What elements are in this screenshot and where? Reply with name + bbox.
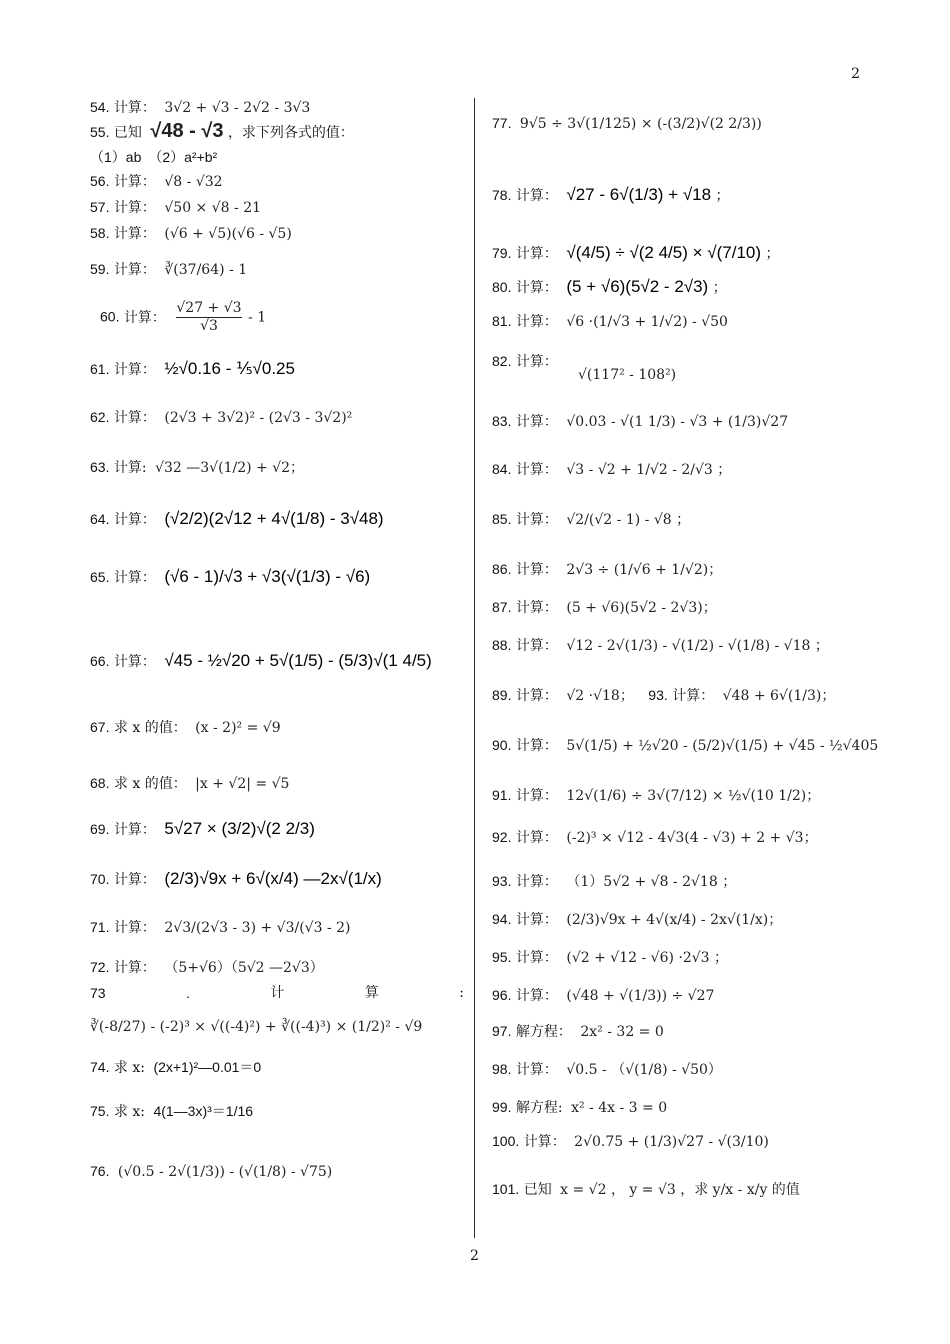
problem-82: 82. 计算：	[492, 353, 558, 370]
problem-55-subparts: （1）ab （2）a²+b²	[90, 149, 218, 165]
problem-100: 100. 计算： 2√0.75 + (1/3)√27 - √(3/10)	[492, 1133, 769, 1150]
problem-89: 89. 计算： √2 ·√18； 93. 计算： √48 + 6√(1/3)；	[492, 687, 836, 704]
problem-66: 66. 计算： √45 - ½√20 + 5√(1/5) - (5/3)√(1 4/5)	[90, 651, 432, 670]
problem-87: 87. 计算： (5 + √6)(5√2 - 2√3)；	[492, 599, 717, 616]
problem-67: 67. 求 x 的值： (x - 2)² = √9	[90, 719, 281, 736]
problem-55: 55. 已知 √48 - √3 ，求下列各式的值：	[90, 120, 354, 142]
problem-69: 69. 计算： 5√27 × (3/2)√(2 2/3)	[90, 819, 315, 838]
problem-97: 97. 解方程： 2x² - 32 = 0	[492, 1023, 664, 1040]
problem-92: 92. 计算： (-2)³ × √12 - 4√3(4 - √3) + 2 + √3；	[492, 829, 818, 846]
problem-57: 57. 计算： √50 × √8 - 21	[90, 199, 262, 216]
problem-93: 93. 计算： （1）5√2 + √8 - 2√18 ；	[492, 873, 737, 890]
problem-99: 99. 解方程: x² - 4x - 3 = 0	[492, 1099, 668, 1116]
problem-90: 90. 计算： 5√(1/5) + ½√20 - (5/2)√(1/5) + √45 - ½√405	[492, 737, 879, 754]
problem-86: 86. 计算： 2√3 ÷ (1/√6 + 1/√2)；	[492, 561, 723, 578]
problem-83: 83. 计算： √0.03 - √(1 1/3) - √3 + (1/3)√27	[492, 413, 789, 430]
problem-63: 63. 计算: √32 —3√(1/2) + √2；	[90, 459, 305, 476]
problem-68: 68. 求 x 的值： |x + √2| = √5	[90, 775, 290, 792]
problem-70: 70. 计算： (2/3)√9x + 6√(x/4) —2x√(1/x)	[90, 869, 382, 888]
problem-78: 78. 计算： √27 - 6√(1/3) + √18 ；	[492, 185, 730, 204]
problem-96: 96. 计算： (√48 + √(1/3)) ÷ √27	[492, 987, 715, 1004]
problem-71: 71. 计算： 2√3/(2√3 - 3) + √3/(√3 - 2)	[90, 919, 351, 936]
problem-81: 81. 计算： √6 ·(1/√3 + 1/√2) - √50	[492, 313, 728, 330]
problem-60: 60. 计算： $\frac{√27 + √3}{√3}$ - 1	[100, 300, 267, 334]
problem-94: 94. 计算： (2/3)√9x + 4√(x/4) - 2x√(1/x)；	[492, 911, 783, 928]
problem-62: 62. 计算： (2√3 + 3√2)² - (2√3 - 3√2)²	[90, 409, 353, 426]
problem-73-heading: 73 . 计 算 :	[90, 985, 464, 1001]
page-number-bottom: 2	[470, 1248, 479, 1264]
problem-74: 74. 求 x: (2x+1)²—0.01＝0	[90, 1059, 262, 1076]
problem-64: 64. 计算： (√2/2)(2√12 + 4√(1/8) - 3√48)	[90, 509, 384, 528]
problem-59: 59. 计算： ∛(37/64) - 1	[90, 261, 248, 278]
problem-85: 85. 计算： √2/(√2 - 1) - √8 ；	[492, 511, 691, 528]
problem-75: 75. 求 x: 4(1—3x)³＝1/16	[90, 1103, 254, 1120]
problem-101: 101. 已知 x = √2 ， y = √3 ，求 y/x - x/y 的值	[492, 1181, 800, 1198]
problem-95: 95. 计算： (√2 + √12 - √6) ·2√3 ；	[492, 949, 729, 966]
problem-88: 88. 计算： √12 - 2√(1/3) - √(1/2) - √(1/8) - √18 ；	[492, 637, 829, 654]
problem-76: 76. (√0.5 - 2√(1/3)) - (√(1/8) - √75)	[90, 1163, 333, 1180]
problem-56: 56. 计算： √8 - √32	[90, 173, 223, 190]
problem-54: 54. 计算： 3√2 + √3 - 2√2 - 3√3	[90, 99, 311, 116]
problem-77: 77. 9√5 ÷ 3√(1/125) × (-(3/2)√(2 2/3))	[492, 115, 762, 132]
column-divider	[474, 98, 475, 1238]
problem-91: 91. 计算： 12√(1/6) ÷ 3√(7/12) × ½√(10 1/2)；	[492, 787, 821, 804]
problem-79: 79. 计算： √(4/5) ÷ √(2 4/5) × √(7/10) ；	[492, 243, 780, 262]
problem-84: 84. 计算： √3 - √2 + 1/√2 - 2/√3 ；	[492, 461, 732, 478]
problem-65: 65. 计算： (√6 - 1)/√3 + √3(√(1/3) - √6)	[90, 567, 371, 586]
page-number-top: 2	[851, 66, 860, 82]
problem-82-expression: √(117² - 108²)	[578, 367, 677, 383]
problem-98: 98. 计算： √0.5 - （√(1/8) - √50）	[492, 1061, 722, 1078]
problem-80: 80. 计算： (5 + √6)(5√2 - 2√3) ；	[492, 277, 727, 296]
problem-61: 61. 计算： ½√0.16 - ⅕√0.25	[90, 359, 295, 378]
problem-58: 58. 计算： (√6 + √5)(√6 - √5)	[90, 225, 292, 242]
problem-72: 72. 计算： （5+√6）（5√2 —2√3）	[90, 959, 324, 976]
problem-73-expression: ∛(-8/27) - (-2)³ × √((-4)²) + ∛((-4)³) × (1/2)² - √9	[90, 1019, 423, 1035]
